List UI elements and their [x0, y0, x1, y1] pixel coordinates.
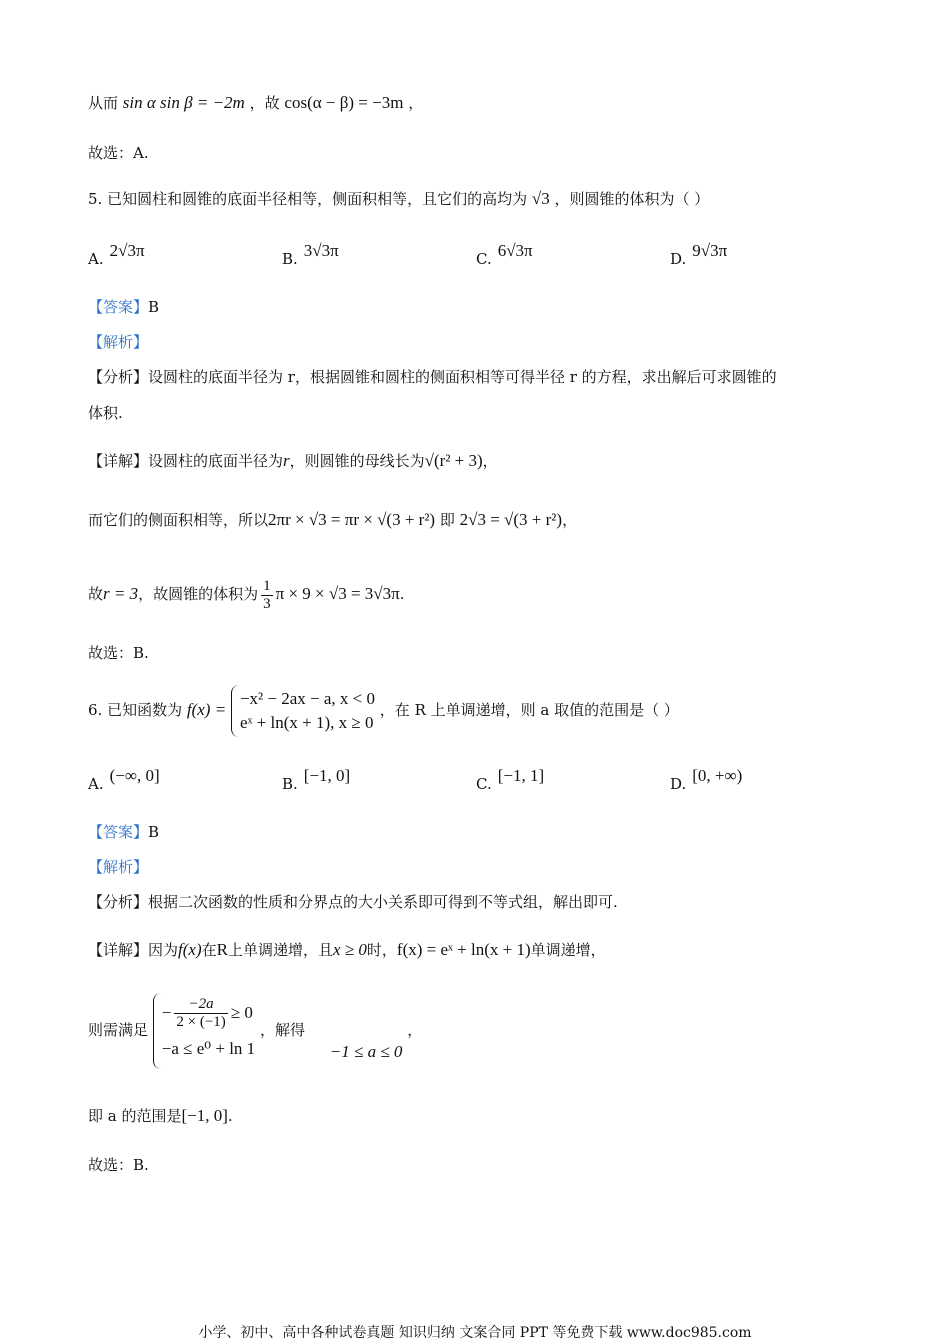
text: 而它们的侧面积相等，所以 — [88, 511, 269, 529]
fenxi-tag: 【分析】 — [88, 893, 149, 911]
q6-fenxi — [88, 891, 618, 913]
text: 故 — [88, 585, 104, 603]
q6-detail-2 — [88, 990, 422, 1070]
text: 5. 已知圆柱和圆锥的底面半径相等，侧面积相等，且它们的高均为 — [88, 190, 528, 208]
numerator: 1 — [263, 577, 271, 594]
text: ，则圆锥的母线长为 — [289, 452, 425, 470]
relation: ≥ 0 — [230, 1002, 253, 1022]
q6-option-b — [282, 766, 351, 795]
q5-analysis-tag — [88, 331, 148, 353]
q5-fenxi-cont: 体积. — [88, 404, 123, 422]
fraction — [261, 578, 273, 613]
option-value: (−∞, 0] — [109, 766, 160, 785]
formula: r = 3 — [103, 584, 139, 603]
q5-answer — [88, 296, 159, 318]
text: . — [227, 1107, 233, 1125]
answer-value: B — [148, 298, 160, 316]
option-letter: C. — [476, 250, 492, 268]
text: 设圆柱的底面半径为 r，根据圆锥和圆柱的侧面积相等可得半径 r 的方程，求出解后可求圆锥的 — [148, 368, 777, 386]
option-letter: C. — [476, 775, 492, 793]
text: ， — [482, 452, 498, 470]
prev-solution-line — [88, 92, 423, 114]
formula: R — [216, 940, 228, 959]
option-letter: D. — [670, 775, 687, 793]
case-2: eˣ + ln(x + 1), x ≥ 0 — [239, 713, 374, 732]
prev-answer: 故选：A. — [88, 144, 149, 162]
text: 则需满足 — [88, 1021, 149, 1039]
formula: r — [283, 451, 290, 470]
q5-option-b — [282, 241, 339, 270]
q5-detail-3 — [88, 574, 405, 614]
denominator: 3 — [263, 595, 271, 612]
formula: x ≥ 0 — [333, 940, 367, 959]
q5-final: 故选：B. — [88, 644, 149, 662]
denominator: 2 × (−1) — [176, 1014, 226, 1031]
formula: f(x) = — [186, 700, 227, 719]
option-letter: A. — [88, 775, 104, 793]
text: 从而 — [88, 94, 119, 112]
analysis-tag: 【解析】 — [88, 333, 149, 351]
detail-tag: 【详解】 — [88, 452, 149, 470]
q5-option-a — [88, 241, 145, 270]
option-letter: A. — [88, 250, 104, 268]
text: 在 — [201, 941, 217, 959]
text: 6. 已知函数为 — [88, 701, 183, 719]
option-value: [−1, 0] — [303, 766, 351, 785]
q5-option-c — [476, 241, 533, 270]
fraction — [174, 996, 227, 1031]
option-value: 2√3π — [109, 241, 145, 260]
q6-analysis-tag — [88, 856, 148, 878]
formula: 2πr × √3 = πr × √(3 + r²) — [268, 510, 436, 529]
system-row-2: −a ≤ e⁰ + ln 1 — [161, 1039, 256, 1059]
q5-detail-1 — [88, 450, 498, 472]
formula: √3 — [531, 189, 550, 208]
formula: cos(α − β) = −3m — [284, 93, 404, 112]
text: ，故圆锥的体积为 — [138, 585, 259, 603]
formula: 2√3 = √(3 + r²) — [459, 510, 563, 529]
answer-tag: 【答案】 — [88, 823, 149, 841]
q6-option-a — [88, 766, 160, 795]
piecewise-cases — [231, 685, 375, 737]
q6-option-c — [476, 766, 545, 795]
text: 上单调递增，且 — [227, 941, 333, 959]
text: ，则圆锥的体积为（ ） — [554, 190, 710, 208]
minus-sign: − — [161, 1002, 172, 1022]
q6-detail-3 — [88, 1105, 233, 1127]
formula: −1 ≤ a ≤ 0 — [329, 1042, 403, 1061]
q5-stem — [88, 188, 709, 210]
option-letter: B. — [282, 775, 298, 793]
text: ，故 — [249, 94, 280, 112]
q6-option-d — [670, 766, 743, 795]
detail-tag: 【详解】 — [88, 941, 149, 959]
option-letter: B. — [282, 250, 298, 268]
analysis-tag: 【解析】 — [88, 858, 149, 876]
system-row-1 — [162, 995, 255, 1032]
option-value: [−1, 1] — [497, 766, 545, 785]
fenxi-tag: 【分析】 — [88, 368, 149, 386]
formula: f(x) = eˣ + ln(x + 1) — [396, 940, 531, 959]
q5-fenxi — [88, 366, 777, 388]
option-letter: D. — [670, 250, 687, 268]
q6-stem — [88, 685, 679, 737]
text: 即 — [435, 511, 460, 529]
q6-final: 故选：B. — [88, 1156, 149, 1174]
formula: √(r² + 3) — [424, 451, 483, 470]
text: ，在 R 上单调递增，则 a 取值的范围是（ ） — [379, 701, 679, 719]
text: 设圆柱的底面半径为 — [148, 452, 284, 470]
text: ， — [562, 511, 578, 529]
answer-tag: 【答案】 — [88, 298, 149, 316]
formula: sin α sin β = −2m — [122, 93, 245, 112]
formula: [−1, 0] — [181, 1106, 228, 1125]
q5-option-d — [670, 241, 728, 270]
page-footer: 小学、初中、高中各种试卷真题 知识归纳 文案合同 PPT 等免费下载 www.doc985.com — [198, 1325, 752, 1341]
formula: f(x) — [178, 940, 202, 959]
text: 因为 — [148, 941, 179, 959]
text: ，解得 — [259, 1021, 305, 1039]
text: 时， — [366, 941, 397, 959]
text: 单调递增， — [530, 941, 606, 959]
text: ， — [408, 94, 424, 112]
q6-detail-1 — [88, 939, 606, 961]
q5-detail-2 — [88, 509, 577, 531]
text: 即 a 的范围是 — [88, 1107, 182, 1125]
option-value: 6√3π — [497, 241, 533, 260]
option-value: 9√3π — [692, 241, 728, 260]
formula: π × 9 × √3 = 3√3π — [275, 584, 400, 603]
text: . — [399, 585, 405, 603]
answer-value: B — [148, 823, 160, 841]
q6-answer — [88, 821, 159, 843]
option-value: 3√3π — [303, 241, 339, 260]
numerator: −2a — [174, 996, 227, 1014]
text: ， — [407, 1021, 423, 1039]
case-1: −x² − 2ax − a, x < 0 — [239, 689, 376, 708]
text: 根据二次函数的性质和分界点的大小关系即可得到不等式组，解出即可. — [148, 893, 618, 911]
option-value: [0, +∞) — [692, 766, 743, 785]
inequality-system — [153, 993, 255, 1070]
